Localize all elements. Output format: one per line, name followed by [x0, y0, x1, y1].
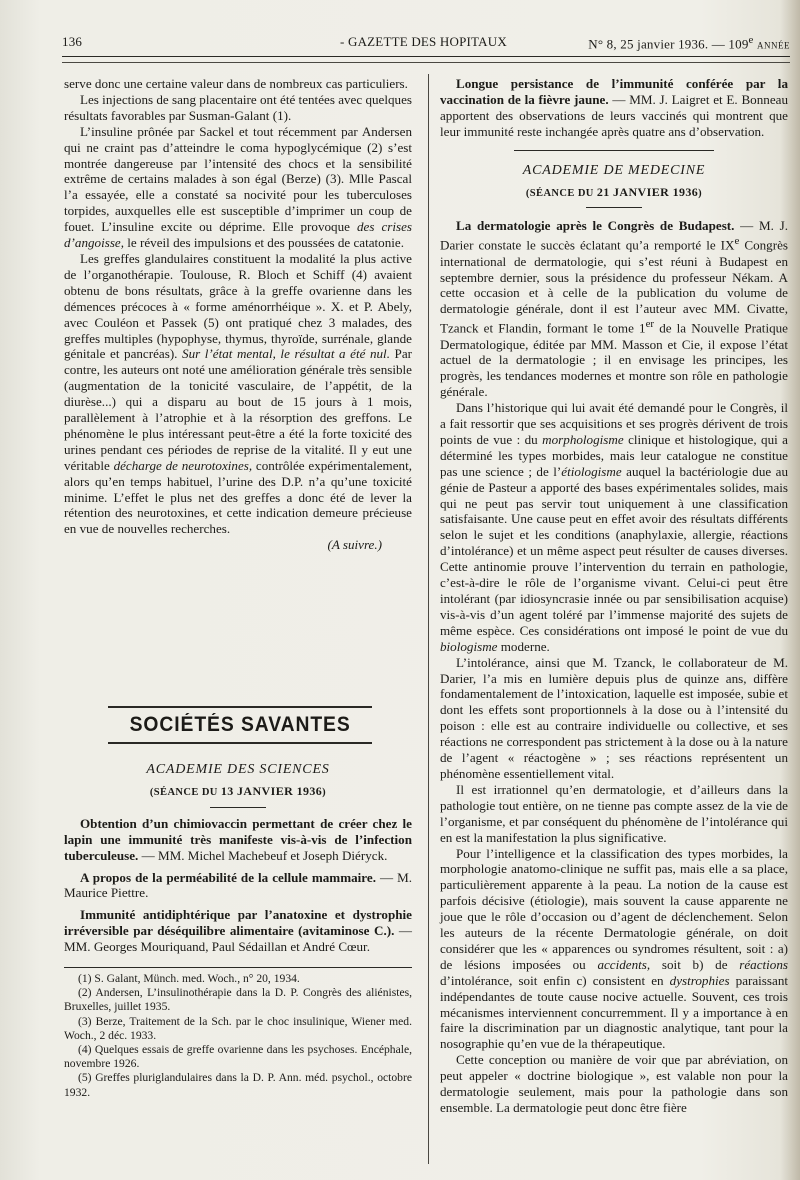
- page-number: 136: [62, 34, 83, 49]
- communication: Longue persistance de l’immunité conférée par la vaccination de la fièvre jaune. — MM. J. Laigret et E. Bonneau apportent des observations de leurs vaccinés qui montrent que leur immunité reste inchangée après quatre ans d’observation.: [440, 76, 788, 139]
- left-column: [64, 76, 412, 553]
- footnote: (2) Andersen, L’insulinothérapie dans la D. P. Congrès des aliénistes, Bruxelles, juillet 1935.: [64, 986, 412, 1014]
- header-rule: [62, 56, 790, 57]
- session-date: (SÉANCE DU 21 JANVIER 1936): [525, 184, 703, 199]
- paragraph: Cette conception ou manière de voir que par abréviation, on peut appeler « doctrine biologique », est valable non pour la dermatologie seulement, mais pour la pathologie dans son ensemble. La dermatologie peut donc être fière: [440, 1052, 788, 1115]
- right-column: [440, 76, 788, 1116]
- paragraph: L’intolérance, ainsi que M. Tzanck, le collaborateur de M. Darier, l’a mis en lumière depuis plus de quinze ans, diffère fondamentalement de l’intoxication, laquelle est imposée, subie et dont les effets sont proportionnels à la dose ou à l’intensité du poison : elle est au contraire individuelle ou collective, et ses réactions ne correspondent pas strictement à la dose ou à la nature de l’agent « réactogène » ; ses réactions représentent un phénomène essentiellement vital.: [440, 654, 788, 781]
- divider: [210, 807, 266, 808]
- section-heading: SOCIÉTÉS SAVANTES: [108, 706, 372, 744]
- divider: [514, 150, 714, 151]
- header-rule-thin: [62, 62, 790, 63]
- paragraph: Pour l’intelligence et la classification des types morbides, la morphologie anatomo-clinique ne suffit pas, mais elle a sa place, particulièrement apparente à la peau. La notion de la cause est parfois décisive (étiologie), mais souvent la cause apparente ne joue que le rôle d’occasion ou d’agent de déclenchement. Selon les auteurs de la récente Dermatologie générale, on doit considérer que les « apparences ou syndromes résultent, soit : a) de lésions imposées ou accidents, soit b) de réactions d’intolérance, soit enfin c) consistent en dystrophies paraissant indépendantes de toute cause nocive actuelle. Souvent, ces trois mécanismes interviennent concurremment. Il y a importance à en faire la discrimination par un diagnostic analytique, tant pour la nosographie qu’en vue de la thérapeutique.: [440, 845, 788, 1052]
- communication: La dermatologie après le Congrès de Budapest. — M. J. Darier constate le succès éclatant qu’a remporté le IXe Congrès international de dermatologie, qui s’est réuni à Budapest en septembre dernier, sous la présidence du professeur Nékam. A cette occasion et à celle de la publication du volume de dermatologie générale, dont il est l’auteur avec MM. Civatte, Tzanck et Flandin, formant le tome 1er de la Nouvelle Pratique Dermatologique, éditée par MM. Masson et Cie, il expose l’état actuel de la dermatologie ; il en envisage les principes, les progrès, les tendances modernes et montre son rôle en pathologie générale.: [440, 218, 788, 400]
- paragraph: Les greffes glandulaires constituent la modalité la plus active de l’organothérapie. Toulouse, R. Bloch et Schiff (4) avaient obtenu de bons résultats, grâce à la greffe ovarienne dans les démences précoces à « forme aménorrhéique ». X. et P. Abely, avec Couléon et Passek (5) ont pratiqué chez 3 malades, des greffes multiples (hypophyse, thymus, thyroïde, surrénale, glande génitale et pancréas). Sur l’état mental, le résultat a été nul. Par contre, les auteurs ont noté une amélioration générale très sensible (augmentation de la tonicité vasculaire, de l’appétit, de la diurèse...) qui a disparu au bout de 15 jours à 1 mois, parallèlement à l’atrophie et à la résorption des greffons. Le phénomène le plus intéressant peut-être a été la forte toxicité des urines pendant ces périodes de reprise de la vitalité. Il y eut une véritable décharge de neurotoxines, contrôlée expérimentalement, alors qu’en temps habituel, l’urine des D.P. n’a qu’une toxicité minime. L’effet le plus net des greffes a donc été de lever la rétention des neurotoxines, et cette indication demeure précieuse en vue de nouvelles recherches.: [64, 250, 413, 537]
- communication: Immunité antidiphtérique par l’anatoxine et dystrophie irréversible par déséquilibre alimentaire (avitaminose C.). — MM. Georges Mouriquand, Paul Sédaillan et André Cœur.: [64, 907, 412, 955]
- running-header: [62, 34, 790, 54]
- communication: Obtention d’un chimiovaccin permettant de créer chez le lapin une immunité très manifeste vis-à-vis de l’infection tuberculeuse. — MM. Michel Machebeuf et Joseph Diéryck.: [64, 815, 412, 863]
- issue-info: N° 8, 25 janvier 1936. — 109e ANNÉE: [588, 34, 790, 52]
- footnotes: [64, 972, 412, 1100]
- communication: A propos de la perméabilité de la cellule mammaire. — M. Maurice Piettre.: [64, 869, 412, 901]
- journal-title: - GAZETTE DES HOPITAUX: [340, 34, 507, 49]
- left-column-lower: [64, 762, 412, 1100]
- paragraph: Les injections de sang placentaire ont été tentées avec quelques résultats favorables par Susman-Galant (1).: [64, 91, 412, 123]
- footnote: (4) Quelques essais de greffe ovarienne dans les psychoses. Encéphale, novembre 1926.: [64, 1043, 412, 1071]
- paragraph: L’insuline prônée par Sackel et tout récemment par Andersen qui ne craint pas d’atteindre le coma hypoglycémique (2) s’est montrée dangereuse par l’intensité des chocs et la sensibilité extrême de certains malades à son égal (Berze) (3). Mlle Pascal l’a essayée, elle a constaté sa nocivité pour les tuberculoses torpides, auxquelles elle est susceptible d’imprimer un coup de fouet. L’insuline excite ou déprime. Elle provoque des crises d’angoisse, le réveil des impulsions et des poussées de catatonie.: [64, 123, 412, 251]
- footnote: (3) Berze, Traitement de la Sch. par le choc insulinique, Wiener med. Woch., 2 déc. 1933.: [64, 1014, 412, 1042]
- academy-title: ACADEMIE DES SCIENCES: [146, 762, 330, 777]
- column-divider: [428, 74, 429, 1164]
- footnote: (1) S. Galant, Münch. med. Woch., n° 20, 1934.: [78, 972, 300, 986]
- footnote: (5) Greffes pluriglandulaires dans la D. P. Ann. méd. psychol., octobre 1932.: [64, 1071, 412, 1099]
- paragraph: Il est irrationnel qu’en dermatologie, et d’ailleurs dans la pathologie tout entière, on ne tienne pas compte assez de la vie de l’organisme, et par conséquent du phénomène de l’intolérance qui en est la manifestation la plus significative.: [440, 781, 788, 845]
- footnote-rule: [64, 967, 412, 968]
- divider: [586, 207, 642, 208]
- to-be-continued: (A suivre.): [327, 537, 382, 553]
- session-date: (SÉANCE DU 13 JANVIER 1936): [149, 783, 327, 798]
- paragraph: Dans l’historique qui lui avait été demandé pour le Congrès, il a fait ressortir que ses acquisitions et ses progrès dérivent de trois points de vue : du morphologisme clinique et histologique, qui a déterminé les types morbides, mais leur catalogue ne constitue pas une science ; de l’étiologisme auquel la bactériologie due au génie de Pasteur a apporté des bases expérimentales solides, mais qui ne peut pas servir tout uniquement à une classification satisfaisante. Une cause peut en effet avoir des résultats différents selon le sujet et les conditions (anaphylaxie, allergie, réactions d’intolérance) et un même aspect peut résulter de causes diverses. Cette antinomie prouve l’intervention du terrain en pathologie, c’est-à-dire le rôle de l’organisme vivant. Celui-ci peut être intolérant (par idiosyncrasie innée ou par sensibilisation acquise) vis-à-vis d’un agent toléré par l’immense majorité des sujets de même espèce. Ces considérations ont imposé le point de vue du biologisme moderne.: [440, 400, 789, 654]
- academy-title: ACADEMIE DE MEDECINE: [522, 162, 706, 178]
- paragraph: serve donc une certaine valeur dans de nombreux cas particuliers.: [64, 76, 408, 91]
